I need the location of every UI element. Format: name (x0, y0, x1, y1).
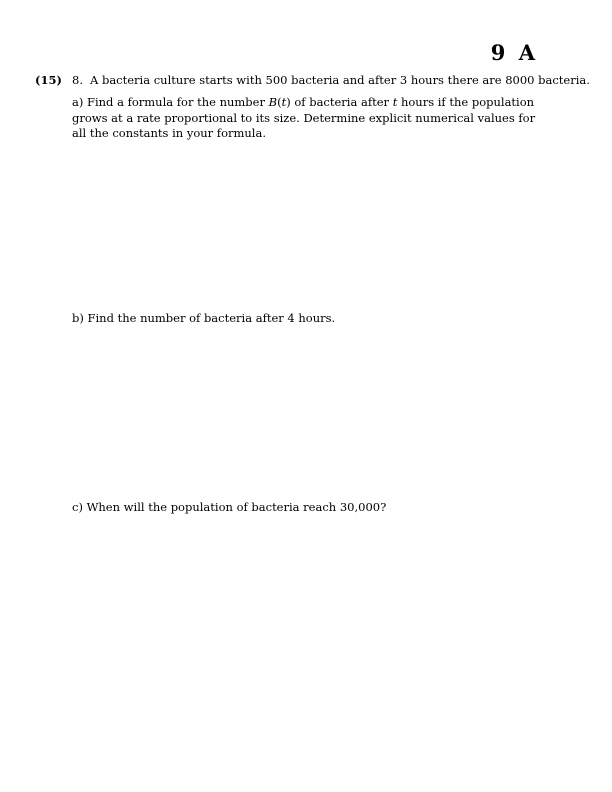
question-number: 8. (72, 73, 83, 87)
part-c-text: c) When will the population of bacteria reach 30,000? (72, 500, 387, 514)
question-intro: A bacteria culture starts with 500 bacteria and after 3 hours there are 8000 bacteria. (90, 73, 590, 87)
question-points: (15) (35, 73, 62, 87)
page-number: 9 A (490, 40, 538, 65)
variable-B: B (268, 95, 278, 109)
variable-t: t (281, 95, 287, 109)
paren-close: ) (286, 95, 291, 109)
part-a-prefix: a) Find a formula for the number (72, 95, 269, 109)
part-a-suffix: hours if the population grows at a rate proportional to its size. Determine explicit numerical values for all the constants in your formula. (72, 95, 536, 140)
part-a-text (72, 95, 542, 142)
part-b-text: b) Find the number of bacteria after 4 hours. (72, 311, 336, 325)
paren-open: ( (277, 95, 282, 109)
variable-t-hours: t (392, 95, 398, 109)
part-a-mid: of bacteria after (290, 95, 393, 109)
